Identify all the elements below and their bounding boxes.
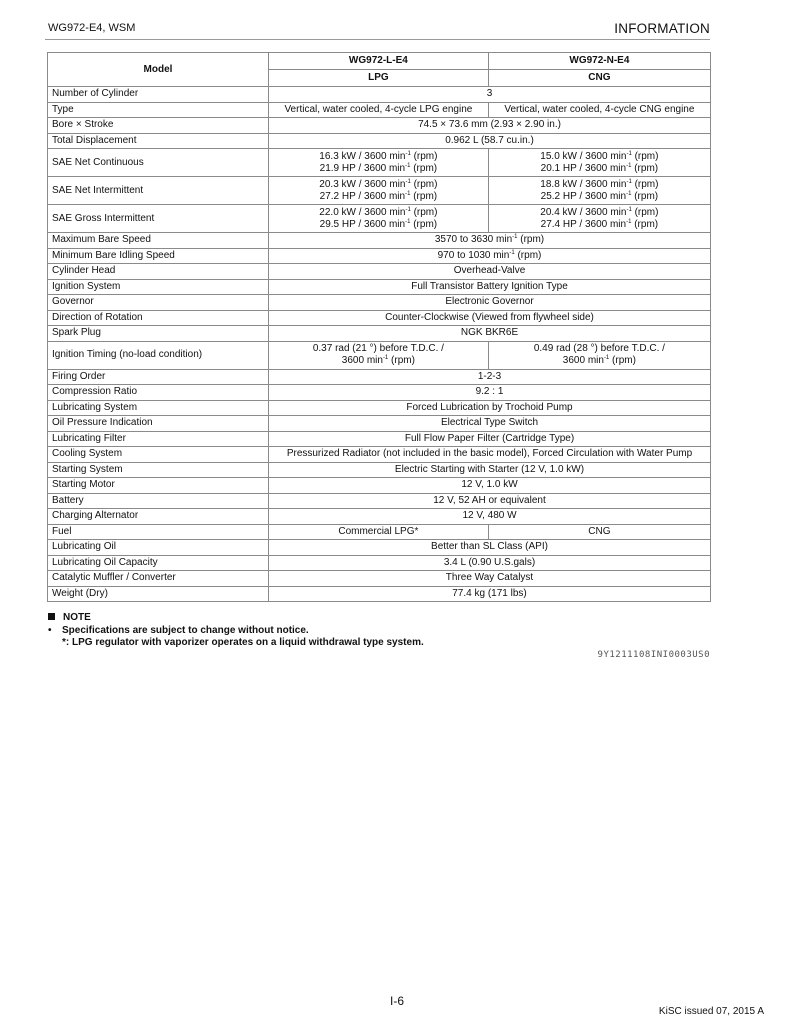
- row-label: Cylinder Head: [48, 264, 269, 280]
- row-label: Oil Pressure Indication: [48, 416, 269, 432]
- row-label: Lubricating Oil Capacity: [48, 555, 269, 571]
- table-row: [48, 149, 711, 177]
- row-value: Counter-Clockwise (Viewed from flywheel side): [269, 310, 711, 326]
- document-id: WG972-E4, WSM: [48, 22, 136, 34]
- table-row: [48, 447, 711, 463]
- row-value-lpg: 20.3 kW / 3600 $\min^{-1} (rpm)$ 27.2 HP / 3600 $\min^{-1} (rpm)$: [269, 177, 489, 205]
- row-value: NGK BKR6E: [269, 326, 711, 342]
- row-label: SAE Gross Intermittent: [48, 205, 269, 233]
- row-label: Battery: [48, 493, 269, 509]
- row-label: Number of Cylinder: [48, 87, 269, 103]
- row-value-lpg: 0.37 rad (21 °) before T.D.C. / 3600 $\min^{-1} (rpm)$: [269, 341, 489, 369]
- row-value: 1-2-3: [269, 369, 711, 385]
- row-value: 3: [269, 87, 711, 103]
- row-value: 77.4 kg (171 lbs): [269, 586, 711, 602]
- model-lpg-header: WG972-L-E4: [269, 53, 489, 70]
- row-value-cng: CNG: [488, 524, 710, 540]
- table-row: [48, 233, 711, 249]
- row-label: Weight (Dry): [48, 586, 269, 602]
- row-value: Overhead-Valve: [269, 264, 711, 280]
- note-square-icon: [48, 613, 55, 620]
- note-line-2: *: LPG regulator with vaporizer operates on a liquid withdrawal type system.: [62, 637, 424, 648]
- row-value: 12 V, 52 AH or equivalent: [269, 493, 711, 509]
- table-row: [48, 385, 711, 401]
- table-row: [48, 555, 711, 571]
- row-value: 74.5 × 73.6 mm (2.93 × 2.90 in.): [269, 118, 711, 134]
- table-row: [48, 524, 711, 540]
- row-value: Forced Lubrication by Trochoid Pump: [269, 400, 711, 416]
- row-label: Bore × Stroke: [48, 118, 269, 134]
- row-label: Governor: [48, 295, 269, 311]
- table-row: [48, 341, 711, 369]
- row-label: Compression Ratio: [48, 385, 269, 401]
- row-value: 0.962 L (58.7 cu.in.): [269, 133, 711, 149]
- row-value: 3570 to 3630 $\min^{-1} (rpm)$: [269, 233, 711, 249]
- header-divider: [45, 39, 710, 40]
- table-row: [48, 177, 711, 205]
- table-row: [48, 248, 711, 264]
- row-value: 12 V, 480 W: [269, 509, 711, 525]
- table-row: [48, 369, 711, 385]
- table-row: [48, 400, 711, 416]
- row-label: Firing Order: [48, 369, 269, 385]
- row-value-lpg: Commercial LPG*: [269, 524, 489, 540]
- row-label: SAE Net Intermittent: [48, 177, 269, 205]
- table-row: [48, 586, 711, 602]
- row-label: Starting Motor: [48, 478, 269, 494]
- row-value: Full Flow Paper Filter (Cartridge Type): [269, 431, 711, 447]
- table-row: [48, 279, 711, 295]
- table-row: [48, 295, 711, 311]
- table-row: [48, 416, 711, 432]
- row-label: Spark Plug: [48, 326, 269, 342]
- row-value-lpg: 16.3 kW / 3600 $\min^{-1} (rpm)$ 21.9 HP / 3600 $\min^{-1} (rpm)$: [269, 149, 489, 177]
- page-number: I-6: [389, 994, 404, 1008]
- row-label: Cooling System: [48, 447, 269, 463]
- note-title: NOTE: [63, 612, 91, 623]
- row-value-cng: 0.49 rad (28 °) before T.D.C. / 3600 $\min^{-1} (rpm)$: [488, 341, 710, 369]
- row-value: Better than SL Class (API): [269, 540, 711, 556]
- bullet-icon: •: [48, 624, 52, 636]
- row-value-lpg: 22.0 kW / 3600 $\min^{-1} (rpm)$ 29.5 HP / 3600 $\min^{-1} (rpm)$: [269, 205, 489, 233]
- row-value: 970 to 1030 $\min^{-1} (rpm)$: [269, 248, 711, 264]
- row-label: Fuel: [48, 524, 269, 540]
- row-value-cng: 15.0 kW / 3600 $\min^{-1} (rpm)$ 20.1 HP / 3600 $\min^{-1} (rpm)$: [488, 149, 710, 177]
- table-row: [48, 264, 711, 280]
- row-label: Catalytic Muffler / Converter: [48, 571, 269, 587]
- row-label: SAE Net Continuous: [48, 149, 269, 177]
- table-row: [48, 571, 711, 587]
- table-row: [48, 493, 711, 509]
- row-label: Lubricating Filter: [48, 431, 269, 447]
- section-title: INFORMATION: [614, 21, 710, 36]
- row-value: Full Transistor Battery Ignition Type: [269, 279, 711, 295]
- issue-info: KiSC issued 07, 2015 A: [658, 1006, 764, 1017]
- row-value: 3.4 L (0.90 U.S.gals): [269, 555, 711, 571]
- model-header: Model: [48, 53, 269, 87]
- row-label: Lubricating Oil: [48, 540, 269, 556]
- table-row: [48, 326, 711, 342]
- row-label: Type: [48, 102, 269, 118]
- row-label: Minimum Bare Idling Speed: [48, 248, 269, 264]
- row-value-cng: 20.4 kW / 3600 $\min^{-1} (rpm)$ 27.4 HP / 3600 $\min^{-1} (rpm)$: [488, 205, 710, 233]
- row-label: Maximum Bare Speed: [48, 233, 269, 249]
- row-value-lpg: Vertical, water cooled, 4-cycle LPG engine: [269, 102, 489, 118]
- table-row: [48, 118, 711, 134]
- table-row: [48, 478, 711, 494]
- fuel-lpg-header: LPG: [269, 70, 489, 87]
- table-row: [48, 133, 711, 149]
- row-label: Total Displacement: [48, 133, 269, 149]
- note-line-1: Specifications are subject to change without notice.: [62, 624, 309, 636]
- table-row: [48, 462, 711, 478]
- model-cng-header: WG972-N-E4: [488, 53, 710, 70]
- row-value: Electric Starting with Starter (12 V, 1.0 kW): [269, 462, 711, 478]
- row-value-cng: Vertical, water cooled, 4-cycle CNG engine: [488, 102, 710, 118]
- row-label: Ignition Timing (no-load condition): [48, 341, 269, 369]
- document-code: 9Y1211108INI0003US0: [597, 650, 710, 660]
- row-value: 9.2 : 1: [269, 385, 711, 401]
- row-label: Starting System: [48, 462, 269, 478]
- table-row: [48, 102, 711, 118]
- row-label: Lubricating System: [48, 400, 269, 416]
- table-row: [48, 540, 711, 556]
- note-section: [48, 612, 424, 650]
- table-row: [48, 87, 711, 103]
- table-row: [48, 310, 711, 326]
- row-label: Ignition System: [48, 279, 269, 295]
- table-row: [48, 205, 711, 233]
- row-value: Pressurized Radiator (not included in the basic model), Forced Circulation with Water Pump: [269, 447, 711, 463]
- specification-table: [47, 52, 711, 602]
- row-value: Electrical Type Switch: [269, 416, 711, 432]
- row-value: Electronic Governor: [269, 295, 711, 311]
- table-row: [48, 509, 711, 525]
- table-row: [48, 431, 711, 447]
- row-value-cng: 18.8 kW / 3600 $\min^{-1} (rpm)$ 25.2 HP / 3600 $\min^{-1} (rpm)$: [488, 177, 710, 205]
- row-value: 12 V, 1.0 kW: [269, 478, 711, 494]
- row-label: Charging Alternator: [48, 509, 269, 525]
- row-label: Direction of Rotation: [48, 310, 269, 326]
- fuel-cng-header: CNG: [488, 70, 710, 87]
- row-value: Three Way Catalyst: [269, 571, 711, 587]
